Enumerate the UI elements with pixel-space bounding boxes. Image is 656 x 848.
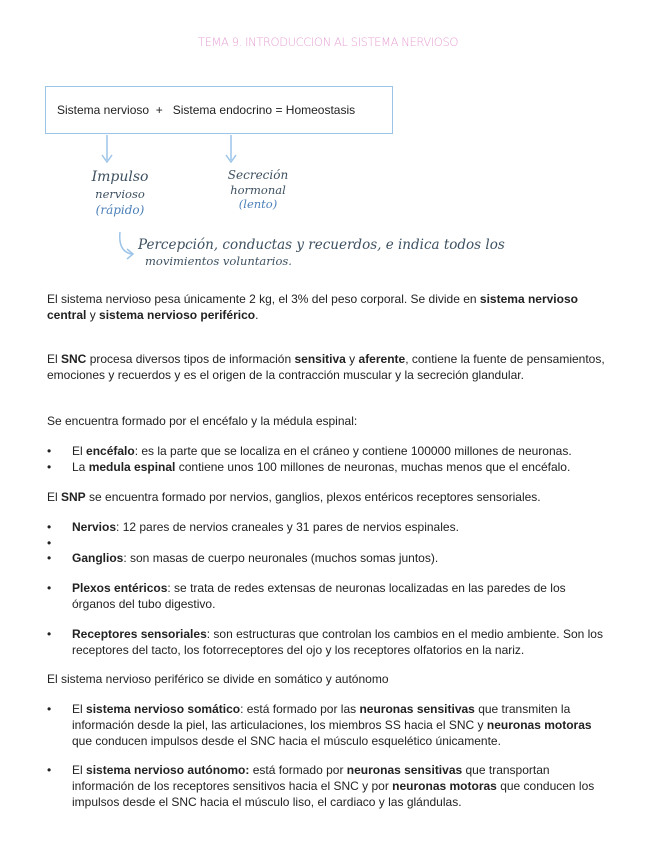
nervioso-label: nervioso [95,187,145,201]
equation-text: Sistema nervioso + Sistema endocrino = Homeostasis [57,103,356,117]
hormonal-label: hormonal [230,183,286,197]
handwritten-note-line2: movimientos voluntarios. [145,254,292,268]
lento-label: (lento) [238,197,278,211]
page-title: TEMA 9. INTRODUCCION AL SISTEMA NERVIOSO [197,35,458,49]
diagram-arrows [0,0,656,300]
paragraph-snc: El SNC procesa diversos tipos de información sensitiva y aferente, contiene la fuente de pensamientos, emociones y recuerdos y es el origen de la contracción muscular y la secreción glandular. [47,352,605,382]
paragraph-intro: El sistema nervioso pesa únicamente 2 kg, el 3% del peso corporal. Se divide en sistema nervioso central y sistema nervioso periférico. [47,292,578,322]
paragraph-snp-division: El sistema nervioso periférico se divide en somático y autónomo [47,672,389,686]
paragraph-snp: El SNP se encuentra formado por nervios, ganglios, plexos entéricos receptores sensoriales. [47,490,541,504]
secrecion-label: Secreción [227,168,289,182]
paragraph-snc-parts: Se encuentra formado por el encéfalo y la médula espinal: [47,414,358,428]
impulso-label: Impulso [91,169,149,185]
handwritten-note-line1: Percepción, conductas y recuerdos, e indica todos los [138,237,505,253]
rapido-label: (rápido) [95,203,145,217]
